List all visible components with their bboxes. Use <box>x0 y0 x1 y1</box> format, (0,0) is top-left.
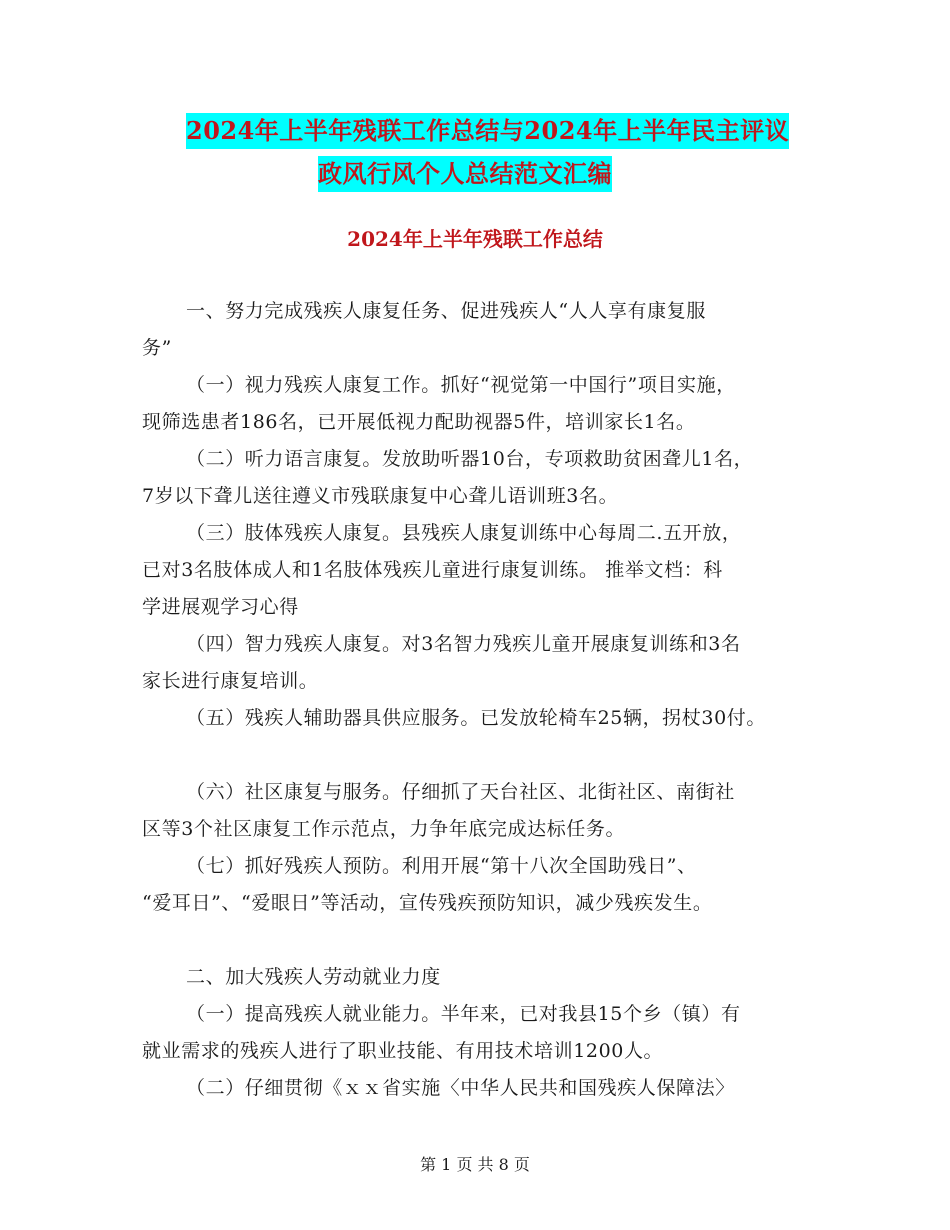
section-heading: 2024年上半年残联工作总结 <box>347 227 603 251</box>
paragraph-line: 务” <box>142 337 172 359</box>
paragraph-line: （二）听力语言康复。发放助听器10台，专项救助贫困聋儿1名， <box>186 448 754 470</box>
paragraph-line: 一、努力完成残疾人康复任务、促进残疾人“人人享有康复服 <box>186 300 706 322</box>
paragraph-line: 已对3名肢体成人和1名肢体残疾儿童进行康复训练。 推举文档：科 <box>142 559 723 581</box>
paragraph-line: （七）抓好残疾人预防。利用开展“第十八次全国助残日”、 <box>186 855 697 877</box>
paragraph-line: 学进展观学习心得 <box>142 596 299 618</box>
paragraph-line: 7岁以下聋儿送往遵义市残联康复中心聋儿语训班3名。 <box>142 485 619 507</box>
paragraph-line: （六）社区康复与服务。仔细抓了天台社区、北街社区、南街社 <box>186 781 735 803</box>
document-title-line-1: 2024年上半年残联工作总结与2024年上半年民主评议 <box>186 113 789 149</box>
page-number-footer: 第 1 页 共 8 页 <box>420 1155 530 1174</box>
paragraph-line: 区等3个社区康复工作示范点，力争年底完成达标任务。 <box>142 818 626 840</box>
paragraph-line: “爱耳日”、“爱眼日”等活动，宣传残疾预防知识，减少残疾发生。 <box>142 892 713 914</box>
paragraph-line: 现筛选患者186名，已开展低视力配助视器5件，培训家长1名。 <box>142 411 696 433</box>
document-title-line-2: 政风行风个人总结范文汇编 <box>318 156 612 192</box>
paragraph-line: 就业需求的残疾人进行了职业技能、有用技术培训1200人。 <box>142 1040 664 1062</box>
paragraph-line: （五）残疾人辅助器具供应服务。已发放轮椅车25辆，拐杖30付。 <box>186 707 766 729</box>
paragraph-line: （三）肢体残疾人康复。县残疾人康复训练中心每周二.五开放， <box>186 522 742 544</box>
paragraph-line: （一）提高残疾人就业能力。半年来，已对我县15个乡（镇）有 <box>186 1003 741 1025</box>
paragraph-line: 二、加大残疾人劳动就业力度 <box>186 966 441 988</box>
paragraph-line: （二）仔细贯彻《ｘｘ省实施〈中华人民共和国残疾人保障法〉 <box>186 1077 735 1099</box>
paragraph-line: 家长进行康复培训。 <box>142 670 319 692</box>
paragraph-line: （一）视力残疾人康复工作。抓好“视觉第一中国行”项目实施， <box>186 374 736 396</box>
paragraph-line: （四）智力残疾人康复。对3名智力残疾儿童开展康复训练和3名 <box>186 633 741 655</box>
